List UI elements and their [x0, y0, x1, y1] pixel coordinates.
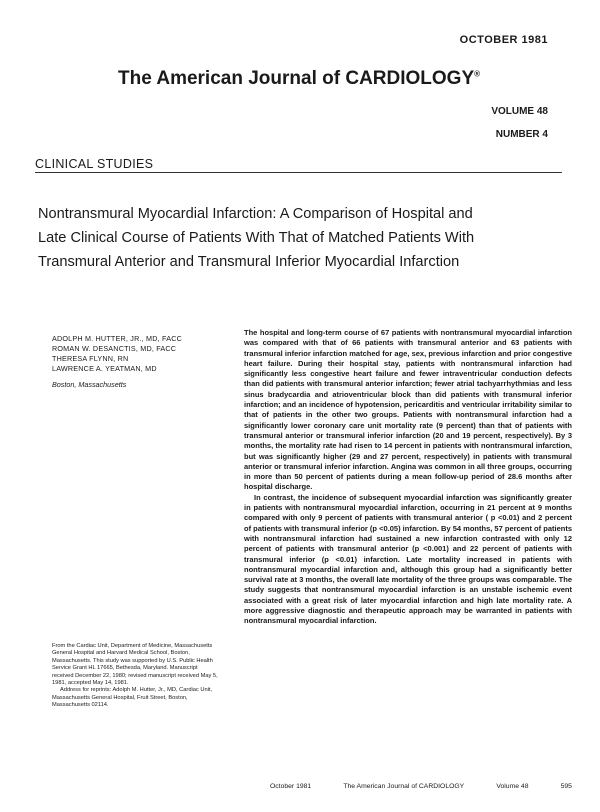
author-location: Boston, Massachusetts — [52, 380, 127, 389]
issue-date: OCTOBER 1981 — [459, 34, 548, 46]
number-label: NUMBER 4 — [495, 129, 548, 140]
journal-title-text: The American Journal of CARDIOLOGY — [118, 68, 475, 89]
footer-volume: Volume 48 — [496, 783, 529, 790]
footer-journal: The American Journal of CARDIOLOGY — [343, 783, 465, 790]
author: ROMAN W. DESANCTIS, MD, FACC — [52, 344, 177, 353]
section-label: CLINICAL STUDIES — [35, 157, 154, 171]
affiliation-text: From the Cardiac Unit, Department of Medicine, Massachusetts General Hospital and Harvard Medical School, Boston, Massachusetts. This study was supported by U.S. Public Health Service Grant HL 17665, Bethesda, Maryland. Manuscript received December 22, 1980; revised manuscript received May 5, 1981, accepted May 14, 1981. — [52, 643, 218, 687]
page-number: 595 — [560, 783, 572, 790]
page-footer — [270, 783, 572, 790]
reprint-address: Address for reprints: Adolph M. Hutter, Jr., MD, Cardiac Unit, Massachusetts General Hospital, Fruit Street, Boston, Massachusetts 02114. — [52, 687, 213, 709]
abstract-paragraph: The hospital and long-term course of 67 patients with nontransmural myocardial infarction was compared with that of 66 patients with transmural anterior and 63 patients with transmural inferior infarction matched for age, sex, previous infarction and prior congestive heart failure. During their hospital stay, patients with nontransmural infarction had significantly less congestive heart failure and fewer intraventricular conduction defects than did patients with transmural anterior infarction; fewer atrial tachyarrhythmias and less sinus bradycardia and atrioventricular block than did patients with transmural inferior infarction; and an incidence of hypotension, pericarditis and ventricular irritability similar to that of patients in the other two groups. Patients with nontransmural infarction had a significantly lower coronary care unit mortality rate (9 percent) than that of patients with transmural anterior or transmural inferior infarction (20 and 19 percent, respectively). By 3 months, the mortality rate had risen to 14 percent in patients with nontransmural infarction, but was significantly higher (29 and 27 percent, respectively) in patients with transmural anterior or transmural inferior infarction. Angina was common in all three groups, occurring in more than 50 percent of patients during a mean follow-up period of 28.6 months after hospital discharge. — [244, 328, 572, 492]
author: THERESA FLYNN, RN — [52, 354, 129, 363]
affiliation-note — [52, 643, 220, 710]
section-divider — [35, 172, 562, 173]
author: LAWRENCE A. YEATMAN, MD — [52, 364, 157, 373]
footer-date: October 1981 — [270, 783, 312, 790]
article-title: Nontransmural Myocardial Infarction: A Comparison of Hospital and Late Clinical Course of Patients With That of Matched Patients With Transmural Anterior and Transmural Inferior Myocardial Infarction — [38, 206, 475, 270]
registered-mark: ® — [474, 69, 481, 79]
abstract-paragraph: In contrast, the incidence of subsequent myocardial infarction was significantly greater in patients with nontransmural myocardial infarction, occurring in 21 percent at 9 months compared with only 9 percent of patients with transmural anterior ( p <0.01) and 2 percent of patients with transmural inferior (p <0.05) infarction. By 54 months, 57 percent of patients with nontransmural infarction had sustained a new infarction contrasted with only 12 percent of patients with transmural anterior (p <0.001) and 22 percent of patients with transmural inferior (p <0.01) infarction. Late mortality increased in patients with nontransmural myocardial infarction and, although this group had a significantly better survival rate at 3 months, the overall late mortality of the three groups was comparable. The study suggests that nontransmural myocardial infarction is an unstable ischemic event associated with a great risk of later myocardial infarction and high late mortality rate. A more aggressive diagnostic and therapeutic approach may be warranted in patients with nontransmural myocardial infarction. — [244, 492, 572, 626]
journal-title — [118, 68, 480, 90]
author: ADOLPH M. HUTTER, JR., MD, FACC — [52, 334, 182, 343]
volume-label: VOLUME 48 — [491, 106, 548, 117]
abstract — [244, 328, 572, 627]
author-list — [52, 334, 182, 374]
